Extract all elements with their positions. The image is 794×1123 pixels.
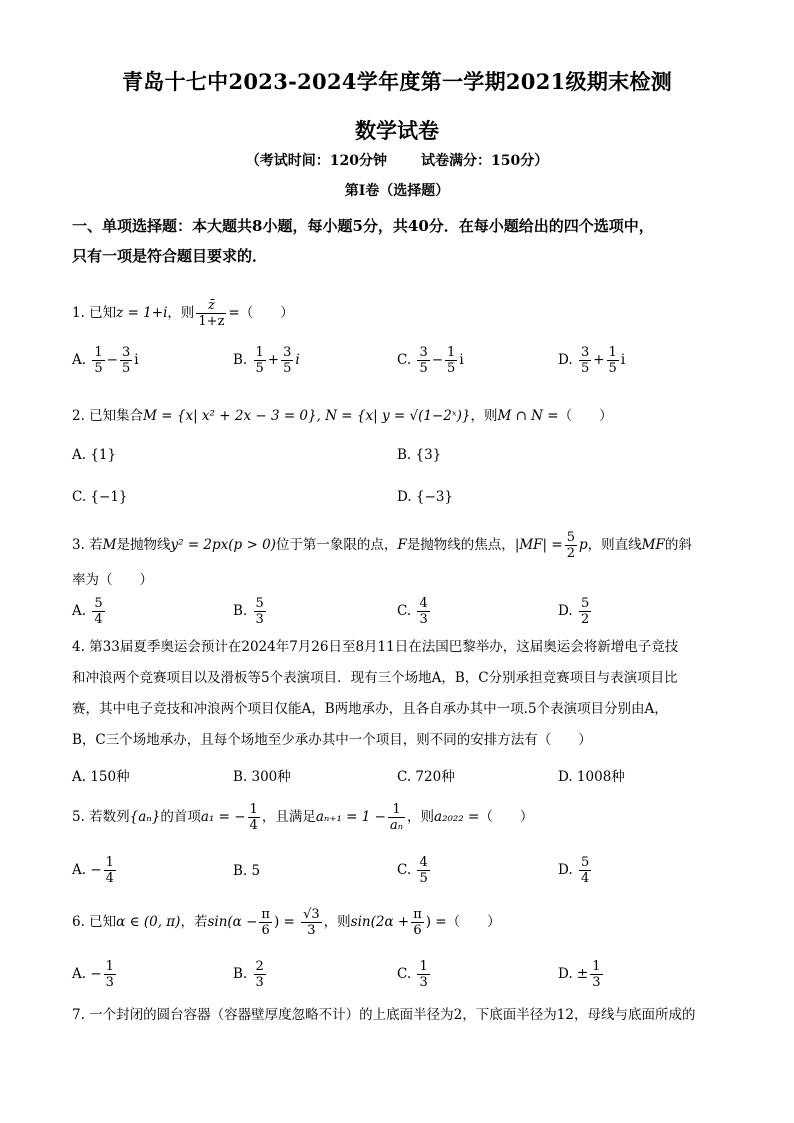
exam-title: 青岛十七中2023-2024学年度第一学期2021级期末检测 (121, 69, 673, 94)
question-2: 2. 已知集合M = {x| x² + 2x − 3 = 0}, N = {x| y = √(1−2ˣ)}，则M ∩ N =（ ） (72, 408, 613, 424)
exam-subtitle: 数学试卷 (355, 118, 439, 143)
q6-option-d: D. ± $\frac{1}{3}$ (558, 959, 601, 990)
q1-option-c: C. $\frac{3}{5}$ − $\frac{1}{5}$ i (397, 345, 464, 376)
exam-score: 试卷满分：150分） (421, 153, 549, 169)
q6-option-a: A. − $\frac{1}{3}$ (72, 959, 114, 990)
q2-option-a: A. {1} (72, 447, 117, 463)
q3-option-c: C. $\frac{4}{3}$ (397, 596, 428, 627)
q2-option-b: B. {3} (397, 447, 442, 463)
q2-option-d: D. {−3} (397, 489, 454, 505)
q3-option-d: D. $\frac{5}{2}$ (558, 596, 590, 627)
question-4: 4. 第33届夏季奥运会预计在2024年7月26日至8月11日在法国巴黎举办，这届奥运会将新增电子竞技 和冲浪两个竞赛项目以及滑板等5个表演项目．现有三个场地A，B，C分别承担竞赛项目与表演项目比 赛，其中电子竞技和冲浪两个项目仅能A，B两地承办，且各自承办其中一项.5个表演项目分别由A， B，C三个场地承办，且每个场地至少承办其中一个项目，则不同的安排方法有（ ） (72, 639, 679, 748)
q5-option-b: B. 5 (233, 863, 261, 879)
q5-option-c: C. $\frac{4}{5}$ (397, 855, 428, 886)
question-3: 3. 若M是抛物线y² = 2px(p > 0)位于第一象限的点，F是抛物线的焦点，|MF| = $\frac{5}{2}$ p，则直线MF的斜 (72, 530, 692, 561)
q4-option-a: A. 150种 (72, 769, 130, 785)
question-3-line-2: 率为（ ） (72, 572, 153, 588)
q2-option-c: C. {−1} (72, 489, 128, 505)
section-line-1: 一、单项选择题：本大题共8小题，每小题5分，共40分．在每小题给出的四个选项中， (72, 217, 654, 235)
q4-option-c: C. 720种 (397, 769, 455, 785)
q5-option-d: D. $\frac{5}{4}$ (558, 855, 590, 886)
question-7: 7. 一个封闭的圆台容器（容器壁厚度忽略不计）的上底面半径为2，下底面半径为12，母线与底面所成的 (72, 1007, 696, 1023)
question-6: 6. 已知α ∈ (0, π)，若sin(α − $\frac{\pi}{6}$ ) = $\frac{√3}{3}$ ，则sin(2α + $\frac{\pi}{6}$ ) =（ ） (72, 907, 501, 938)
q1-option-b: B. $\frac{1}{5}$ + $\frac{3}{5}$ i (233, 345, 300, 376)
q6-option-b: B. $\frac{2}{3}$ (233, 959, 264, 990)
q1-option-a: A. $\frac{1}{5}$ − $\frac{3}{5}$ i (72, 345, 139, 376)
q6-option-c: C. $\frac{1}{3}$ (397, 959, 428, 990)
question-5: 5. 若数列{aₙ}的首项a₁ = − $\frac{1}{4}$ ，且满足aₙ₊₁ = 1 − $\frac{1}{\text{aₙ}}$ ，则a₂₀₂₂ =（ ） (72, 802, 534, 833)
q3-option-a: A. $\frac{5}{4}$ (72, 596, 103, 627)
part-heading: 第I卷（选择题） (344, 183, 450, 199)
question-1: 1. 已知z = 1+i，则 $\frac{z̄}{1+z}$ =（ ） (72, 298, 294, 329)
section-line-2: 只有一项是符合题目要求的． (72, 247, 268, 265)
q4-option-d: D. 1008种 (558, 769, 625, 785)
q3-option-b: B. $\frac{5}{3}$ (233, 596, 264, 627)
exam-time: （考试时间：120分钟 (245, 153, 387, 169)
exam-meta (0, 150, 794, 170)
q4-option-b: B. 300种 (233, 769, 291, 785)
section-heading (72, 211, 732, 271)
q5-option-a: A. − $\frac{1}{4}$ (72, 855, 114, 886)
fraction: $\frac{z̄}{1+z}$ (198, 298, 225, 329)
q1-option-d: D. $\frac{3}{5}$ + $\frac{1}{5}$ i (558, 345, 626, 376)
